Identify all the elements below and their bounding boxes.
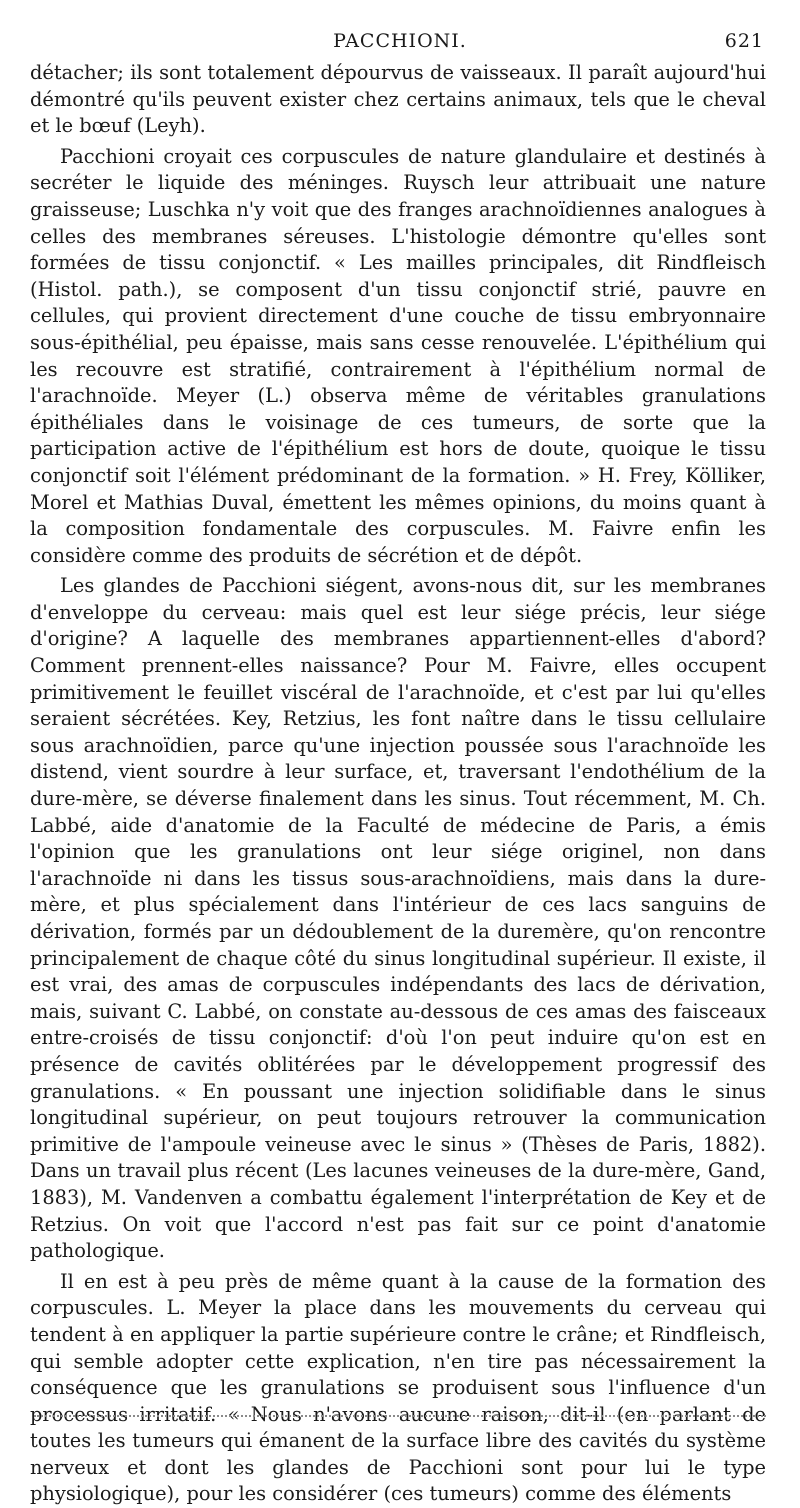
body-text [30, 60, 766, 1508]
page-number: 621 [724, 30, 764, 52]
paragraph-4: Il en est à peu près de même quant à la cause de la formation des corpuscules. L. Meyer la place dans les mouvements du cerveau qui tendent à en appliquer la partie supérieure contre le crâne; et Rindfleisch, qui semble adopter cette explication, n'en tire pas nécessairement la conséquence que les granulations se produisent sous l'influence d'un processus irritatif. « Nous n'avons aucune raison, dit-il (en parlant de toutes les tumeurs qui émanent de la surface libre des cavités du système nerveux et dont les glandes de Pacchioni sont pour lui le type physiologique), pour les considérer (ces tumeurs) comme des éléments [30, 1269, 766, 1506]
paragraph-2: Pacchioni croyait ces corpuscules de nature glandulaire et destinés à secréter le liquide des méninges. Ruysch leur attribuait une nature graisseuse; Luschka n'y voit que des franges arachnoïdiennes analogues à celles des membranes séreuses. L'histologie démontre qu'elles sont formées de tissu conjonctif. « Les mailles principales, dit Rindfleisch (Histol. path.), se composent d'un tissu conjonctif strié, pauvre en cellules, qui provient directement d'une couche de tissu embryonnaire sous-épithélial, peu épaisse, mais sans cesse renouvelée. L'épithélium qui les recouvre est stratifié, contrairement à l'épithélium normal de l'arachnoïde. Meyer (L.) observa même de véritables granulations épithéliales dans le voisinage de ces tumeurs, de sorte que la participation active de l'épithélium est hors de doute, quoique le tissu conjonctif soit l'élément prédominant de la formation. » H. Frey, Kölliker, Morel et Mathias Duval, émettent les mêmes opinions, du moins quant à la composition fondamentale des corpuscules. M. Faivre enfin les considère comme des produits de sécrétion et de dépôt. [30, 144, 766, 567]
paragraph-3: Les glandes de Pacchioni siégent, avons-nous dit, sur les membranes d'enveloppe du cerveau: mais quel est leur siége précis, leur siége d'origine? A laquelle des membranes appartiennent-elles d'abord? Comment prennent-elles naissance? Pour M. Faivre, elles occupent primitivement le feuillet viscéral de l'arachnoïde, et c'est par lui qu'elles seraient sécrétées. Key, Retzius, les font naître dans le tissu cellulaire sous arachnoïdien, parce qu'une injection poussée sous l'arachnoïde les distend, vient sourdre à leur surface, et, traversant l'endothélium de la dure-mère, se déverse finalement dans les sinus. Tout récemment, M. Ch. Labbé, aide d'anatomie de la Faculté de médecine de Paris, a émis l'opinion que les granulations ont leur siége originel, non dans l'arachnoïde ni dans les tissus sous-arachnoïdiens, mais dans la dure-mère, et plus spécialement dans l'intérieur de ces lacs sanguins de dérivation, formés par un dédoublement de la duremère, qu'on rencontre principalement de chaque côté du sinus longitudinal supérieur. Il existe, il est vrai, des amas de corpuscules indépendants des lacs de dérivation, mais, suivant C. Labbé, on constate au-dessous de ces amas des faisceaux entre-croisés de tissu conjonctif: d'où l'on peut induire qu'on est en présence de cavités oblitérées par le développement progressif des granulations. « En poussant une injection solidifiable dans le sinus longitudinal supérieur, on peut toujours retrouver la communication primitive de l'ampoule veineuse avec le sinus » (Thèses de Paris, 1882). Dans un travail plus récent (Les lacunes veineuses de la dure-mère, Gand, 1883), M. Vandenven a combattu également l'interprétation de Key et de Retzius. On voit que l'accord n'est pas fait sur ce point d'anatomie pathologique. [30, 574, 766, 1263]
footer-rule [34, 1415, 766, 1417]
running-head [36, 30, 764, 54]
running-title: PACCHIONI. [333, 30, 467, 52]
paragraph-1: détacher; ils sont totalement dépourvus de vaisseaux. Il paraît aujourd'hui démontré qu'ils peuvent exister chez certains animaux, tels que le cheval et le bœuf (Leyh). [30, 61, 766, 138]
